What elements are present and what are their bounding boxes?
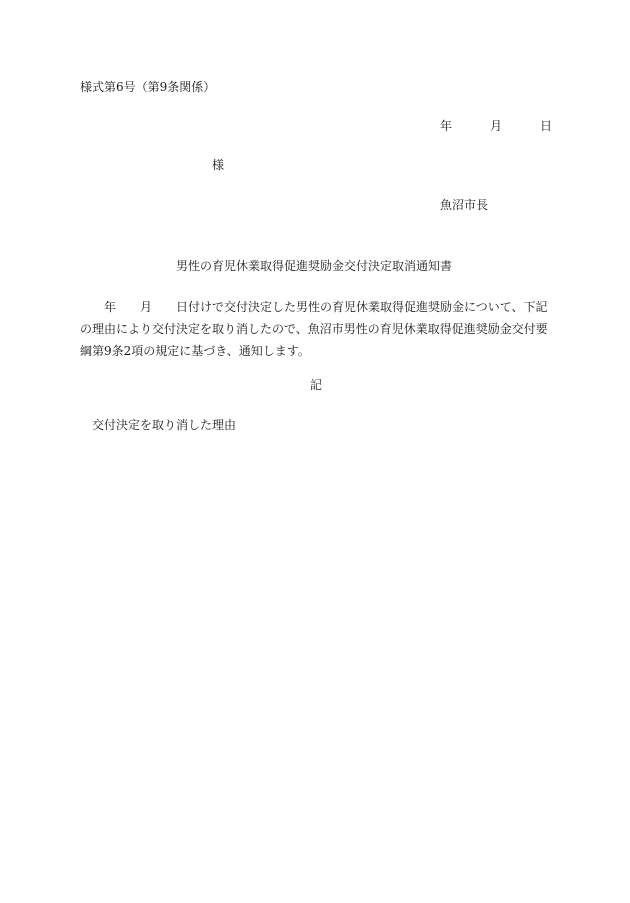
ki-heading: 記: [310, 378, 323, 392]
body-paragraph: 日付けで交付決定した男性の育児休業取得促進奨励金について、下記の理由により交付決定を取り消したので、魚沼市男性の育児休業取得促進奨励金交付要綱第9条2項の規定に基づき、通知します。: [80, 300, 548, 358]
notice-body: [80, 296, 556, 362]
document-title: 男性の育児休業取得促進奨励金交付決定取消通知書: [176, 259, 453, 273]
body-month-label: 月: [140, 300, 153, 314]
date-line: [440, 118, 552, 134]
form-number: 様式第6号（第9条関係）: [80, 80, 216, 94]
date-month-label: 月: [490, 119, 503, 133]
date-year-label: 年: [440, 119, 453, 133]
reason-label: 交付決定を取り消した理由: [92, 418, 237, 432]
addressee-suffix: 様: [212, 158, 225, 172]
issuer-name: 魚沼市長: [440, 198, 489, 212]
body-year-label: 年: [104, 300, 117, 314]
date-day-label: 日: [540, 119, 553, 133]
